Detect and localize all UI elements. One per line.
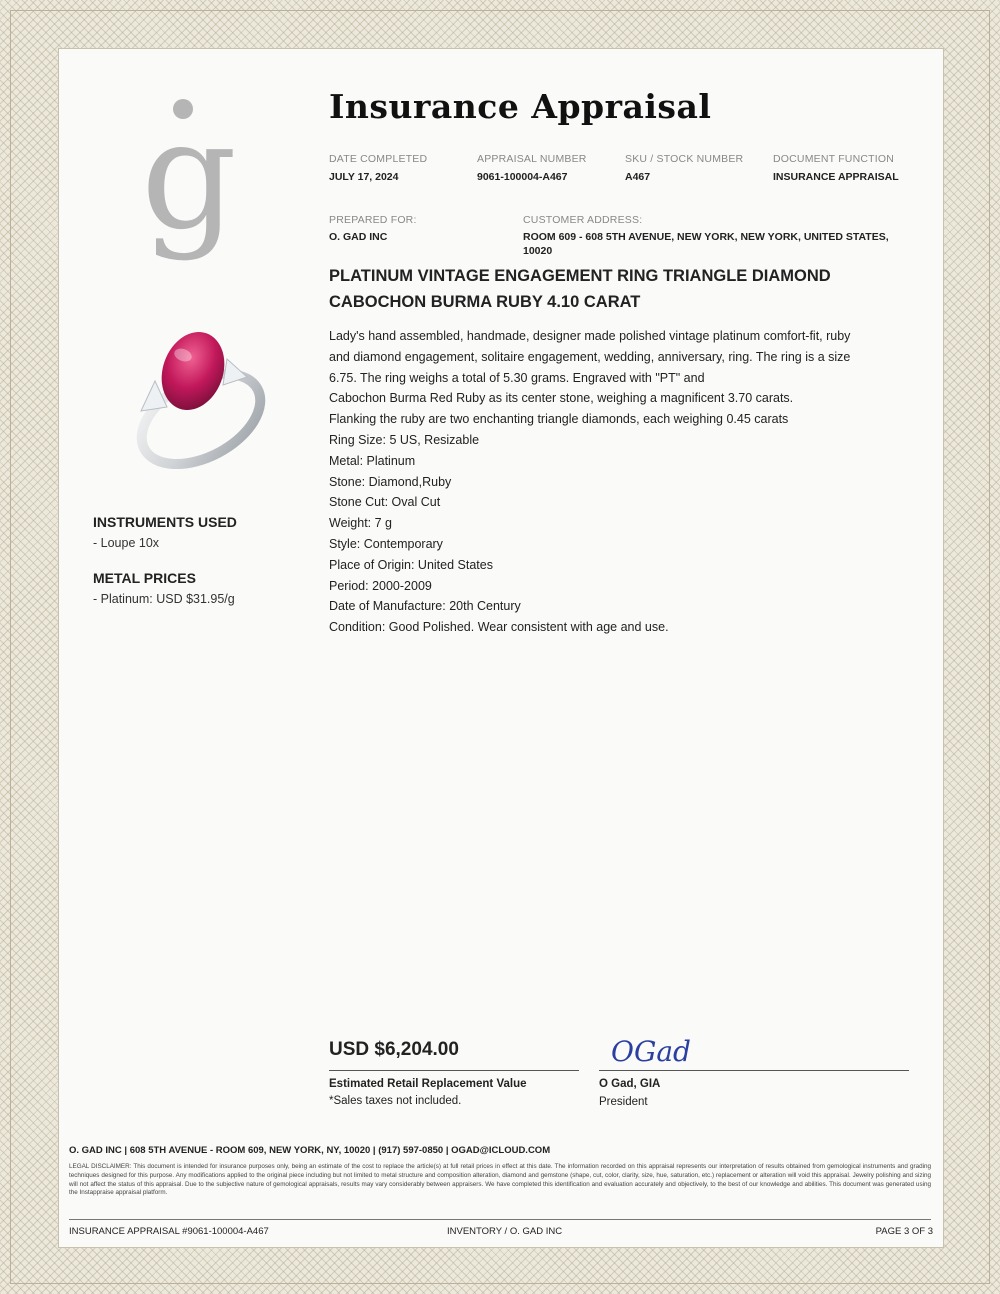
signer-title: President [599,1096,648,1108]
footer-inventory: INVENTORY / O. GAD INC [447,1226,563,1237]
document-title: Insurance Appraisal [329,87,712,126]
description-line: Period: 2000-2009 [329,578,432,593]
item-title-line2: CABOCHON BURMA RUBY 4.10 CARAT [329,293,641,311]
appraisal-page [58,48,944,1248]
appraisal-number-label: APPRAISAL NUMBER [477,153,587,165]
sku-label: SKU / STOCK NUMBER [625,153,744,165]
date-value: JULY 17, 2024 [329,171,399,183]
footer-rule [69,1219,931,1220]
description-line: Stone: Diamond,Ruby [329,474,452,489]
description-line: Ring Size: 5 US, Resizable [329,432,480,447]
description-line: Lady's hand assembled, handmade, designer made polished vintage platinum comfort-fit, ruby [329,329,851,343]
document-function-value: INSURANCE APPRAISAL [773,171,899,183]
valuation-price: USD $6,204.00 [329,1039,459,1060]
customer-address-line1: ROOM 609 - 608 5TH AVENUE, NEW YORK, NEW YORK, UNITED STATES, [523,231,889,243]
signature-rule [599,1070,909,1071]
appraisal-number-value: 9061-100004-A467 [477,171,568,183]
customer-address-label: CUSTOMER ADDRESS: [523,214,643,226]
description-line: Condition: Good Polished. Wear consistent with age and use. [329,620,669,635]
prepared-for-label: PREPARED FOR: [329,214,417,226]
company-logo [139,97,239,277]
sku-value: A467 [625,171,651,183]
instruments-heading: INSTRUMENTS USED [93,514,237,530]
price-note: *Sales taxes not included. [329,1095,462,1107]
description-line: Metal: Platinum [329,453,416,468]
price-label: Estimated Retail Replacement Value [329,1078,527,1090]
date-label: DATE COMPLETED [329,153,428,165]
description-line: Flanking the ruby are two enchanting triangle diamonds, each weighing 0.45 carats [329,412,789,427]
signature [609,1029,709,1071]
description-line: Weight: 7 g [329,516,393,531]
price-rule [329,1070,579,1071]
item-title-line1: PLATINUM VINTAGE ENGAGEMENT RING TRIANGLE DIAMOND [329,267,831,285]
legal-disclaimer: LEGAL DISCLAIMER: This document is intended for insurance purposes only, being an estimate of the cost to replace the article(s) at full retail prices in effect at this date. The information recorded on this appraisal represents our interpretation of results obtained from gemological instruments and grading techniques designed for this purpose. Any modifications applied to the original piece including but not limited to metal structure and composition alteration, diamond and gemstone (shape, cut, color, clarity, size, hue, saturation, etc.) replacement or alteration will void this appraisal. Jewelry polishing and sizing will not affect the status of this appraisal. Due to the subjective nature of gemological appraisals, results may vary considerably between appraisers. We have completed this identification and evaluation accurately and objectively, to the best of our knowledge and abilities. This document was generated using the Instappraise appraisal platform. [69,1163,931,1197]
signature-text: OGad [611,1035,691,1068]
description-line: 6.75. The ring weighs a total of 5.30 grams. Engraved with "PT" and [329,370,705,385]
svg-text:g: g [140,97,238,263]
footer-appraisal-ref: INSURANCE APPRAISAL #9061-100004-A467 [69,1226,269,1237]
description-line: Cabochon Burma Red Ruby as its center stone, weighing a magnificent 3.70 carats. [329,391,794,406]
ring-photo [101,319,271,489]
description-line: Date of Manufacture: 20th Century [329,599,521,614]
description-line: and diamond engagement, solitaire engagement, wedding, anniversary, ring. The ring is a size [329,349,851,364]
footer-contact: O. GAD INC | 608 5TH AVENUE - ROOM 609, NEW YORK, NY, 10020 | (917) 597-0850 | OGAD@ICLOUD.COM [69,1145,551,1156]
metal-prices-item: - Platinum: USD $31.95/g [93,592,235,606]
description-line: Stone Cut: Oval Cut [329,495,441,510]
document-function-label: DOCUMENT FUNCTION [773,153,895,165]
description-line: Place of Origin: United States [329,557,493,572]
prepared-for-value: O. GAD INC [329,231,388,243]
instruments-item: - Loupe 10x [93,536,160,550]
description-line: Style: Contemporary [329,536,443,551]
item-title [329,263,889,315]
footer-page-number: PAGE 3 OF 3 [875,1226,933,1237]
item-description [329,326,919,638]
signer-name: O Gad, GIA [599,1078,661,1090]
metal-prices-heading: METAL PRICES [93,570,196,586]
customer-address-line2: 10020 [523,245,553,257]
